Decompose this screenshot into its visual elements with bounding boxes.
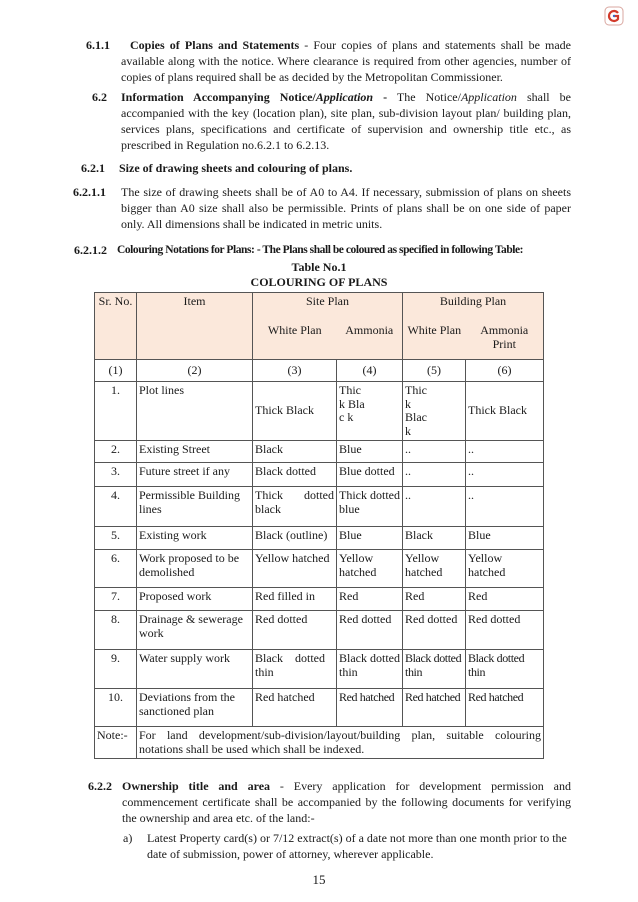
table-title: COLOURING OF PLANS bbox=[250, 275, 388, 289]
section-title: Information Accompanying Notice/ bbox=[121, 90, 316, 104]
table-row bbox=[95, 382, 544, 441]
section-6-2-paragraph bbox=[121, 89, 571, 153]
table-row bbox=[95, 650, 544, 689]
table-cell: Red dotted bbox=[337, 611, 403, 650]
table-cell: Proposed work bbox=[137, 588, 253, 611]
table-cell: 5. bbox=[95, 527, 137, 550]
table-cell: Blue bbox=[337, 441, 403, 463]
section-text: - Four copies of plans and statements shall be made available along with the notice. Where clearance is required from other agencies, number of copies of plans required shall be as decided by the Metropolitan Commissioner. bbox=[121, 38, 571, 84]
table-cell: Thick Black bbox=[253, 382, 337, 441]
column-number: (1) bbox=[95, 360, 137, 382]
column-header: Sr. No. bbox=[95, 293, 137, 360]
table-cell: Red hatched bbox=[337, 689, 403, 727]
section-6-2-1-1-paragraph: The size of drawing sheets shall be of A0 to A4. If necessary, submission of plans on sheets bigger than A0 size shall also be permissible. Prints of plans shall be on one side of paper only. All dimensions shall be indicated in metric units. bbox=[121, 185, 571, 231]
table-cell-text: Yellow hatched bbox=[468, 551, 506, 579]
table-cell: 2. bbox=[95, 441, 137, 463]
table-cell: .. bbox=[466, 463, 544, 487]
section-6-2-2-paragraph bbox=[122, 778, 571, 826]
table-cell: Red filled in bbox=[253, 588, 337, 611]
table-row bbox=[95, 550, 544, 588]
table-cell: Red hatched bbox=[466, 689, 544, 727]
column-number: (3) bbox=[253, 360, 337, 382]
table-cell: 4. bbox=[95, 487, 137, 527]
table-note-row bbox=[95, 727, 544, 759]
table-row bbox=[95, 689, 544, 727]
table-cell: Black dotted bbox=[253, 463, 337, 487]
table-cell: Blue bbox=[466, 527, 544, 550]
table-cell bbox=[403, 382, 466, 441]
table-cell: Drainage & sewerage work bbox=[137, 611, 253, 650]
section-title-dash: - bbox=[373, 90, 388, 104]
table-cell-text: Thic k Blac k bbox=[339, 383, 365, 424]
table-cell: 8. bbox=[95, 611, 137, 650]
note-label: Note:- bbox=[95, 727, 137, 759]
table-cell: 3. bbox=[95, 463, 137, 487]
table-cell: Black bbox=[403, 527, 466, 550]
table-cell: Existing work bbox=[137, 527, 253, 550]
table-cell: Red bbox=[337, 588, 403, 611]
section-text-italic: Application bbox=[460, 90, 517, 104]
table-header-row bbox=[95, 293, 544, 317]
note-text: For land development/sub-division/layout/building plan, suitable colouring notations shall be used which shall be indexed. bbox=[137, 727, 544, 759]
table-cell: Blue dotted bbox=[337, 463, 403, 487]
table-cell: Black (outline) bbox=[253, 527, 337, 550]
colouring-table bbox=[94, 292, 544, 759]
table-cell bbox=[403, 550, 466, 588]
column-number: (4) bbox=[337, 360, 403, 382]
table-row bbox=[95, 611, 544, 650]
table-cell bbox=[466, 550, 544, 588]
table-caption: Table No.1 bbox=[291, 260, 347, 274]
section-number: 6.2.1 bbox=[81, 161, 105, 175]
table-row bbox=[95, 463, 544, 487]
table-cell: 6. bbox=[95, 550, 137, 588]
table-cell-text: Thic k Blac k bbox=[405, 383, 428, 438]
table-cell: .. bbox=[403, 463, 466, 487]
table-cell bbox=[337, 382, 403, 441]
table-cell: Future street if any bbox=[137, 463, 253, 487]
list-item-text: Latest Property card(s) or 7/12 extract(s) of a date not more than one month prior to the date of submission, power of attorney, wherever applicable. bbox=[147, 831, 567, 861]
table-cell: Black dotted thin bbox=[466, 650, 544, 689]
table-cell: .. bbox=[466, 441, 544, 463]
table-row bbox=[95, 588, 544, 611]
section-text: - Every application for development permission and commencement certificate shall be accompanied by the following documents for verifying the ownership and area etc. of the land:- bbox=[122, 779, 571, 825]
section-text: shall be accompanied with the key (location plan), site plan, sub-division layout plan/ building plan, services plans, specifications and certificate of supervision and ownership title etc., as prescribed in Regulation no.6.2.1 to 6.2.13. bbox=[121, 90, 571, 152]
table-cell: Red hatched bbox=[403, 689, 466, 727]
table-cell: Work proposed to be demolished bbox=[137, 550, 253, 588]
page-number: 15 bbox=[312, 872, 326, 887]
table-cell: Red hatched bbox=[253, 689, 337, 727]
section-title: Copies of Plans and Statements bbox=[130, 38, 300, 52]
table-cell bbox=[253, 650, 337, 689]
column-header: Item bbox=[137, 293, 253, 360]
table-cell: Plot lines bbox=[137, 382, 253, 441]
column-number: (5) bbox=[403, 360, 466, 382]
table-cell: Thick dotted blue bbox=[337, 487, 403, 527]
column-header: Building Plan bbox=[403, 293, 544, 317]
table-cell: Existing Street bbox=[137, 441, 253, 463]
table-cell: Water supply work bbox=[137, 650, 253, 689]
table-row bbox=[95, 360, 544, 382]
section-number: 6.2 bbox=[92, 90, 107, 104]
table-cell: Thick dotted black bbox=[253, 487, 337, 527]
table-cell: Permissible Building lines bbox=[137, 487, 253, 527]
table-row bbox=[95, 487, 544, 527]
table-cell: Red dotted bbox=[403, 611, 466, 650]
table-cell bbox=[337, 550, 403, 588]
table-cell: .. bbox=[466, 487, 544, 527]
table-cell-text: Black dotted thin bbox=[255, 651, 325, 679]
table-cell-text: Yellow hatched bbox=[339, 551, 377, 579]
table-cell: Black bbox=[253, 441, 337, 463]
column-header: White Plan bbox=[253, 316, 337, 359]
column-header: White Plan bbox=[403, 316, 466, 359]
table-cell: 9. bbox=[95, 650, 137, 689]
section-6-1-1-paragraph bbox=[121, 37, 571, 85]
column-header: Ammonia Print bbox=[466, 316, 544, 359]
table-cell: Blue bbox=[337, 527, 403, 550]
section-number: 6.2.1.1 bbox=[73, 185, 106, 199]
column-header: Site Plan bbox=[253, 293, 403, 317]
section-text: The Notice/ bbox=[387, 90, 461, 104]
table-cell: Red dotted bbox=[466, 611, 544, 650]
table-row bbox=[95, 527, 544, 550]
column-number: (2) bbox=[137, 360, 253, 382]
section-number: 6.2.1.2 bbox=[74, 243, 107, 257]
column-number: (6) bbox=[466, 360, 544, 382]
column-header: Ammonia bbox=[337, 316, 403, 359]
table-cell: .. bbox=[403, 441, 466, 463]
section-title-italic: Application bbox=[315, 90, 374, 104]
table-cell: 1. bbox=[95, 382, 137, 441]
table-cell: Thick Black bbox=[466, 382, 544, 441]
section-6-2-1-title: Size of drawing sheets and colouring of plans. bbox=[119, 161, 353, 175]
section-6-2-1-2-title: Colouring Notations for Plans: - The Plans shall be coloured as specified in following Table: bbox=[117, 244, 524, 256]
table-cell: 10. bbox=[95, 689, 137, 727]
table-cell: Red dotted bbox=[253, 611, 337, 650]
table-cell: 7. bbox=[95, 588, 137, 611]
section-number: 6.1.1 bbox=[86, 38, 110, 52]
publisher-logo-icon bbox=[604, 6, 624, 26]
table-cell: Yellow hatched bbox=[253, 550, 337, 588]
table-cell: Red bbox=[403, 588, 466, 611]
table-row bbox=[95, 441, 544, 463]
table-cell: Black dotted thin bbox=[337, 650, 403, 689]
section-number: 6.2.2 bbox=[88, 779, 112, 793]
table-cell-text: Yellow hatched bbox=[405, 551, 443, 579]
list-item-label: a) bbox=[123, 831, 133, 845]
table-cell: Black dotted thin bbox=[403, 650, 466, 689]
table-cell: Red bbox=[466, 588, 544, 611]
table-cell: .. bbox=[403, 487, 466, 527]
table-cell: Deviations from the sanctioned plan bbox=[137, 689, 253, 727]
section-title: Ownership title and area bbox=[122, 779, 271, 793]
